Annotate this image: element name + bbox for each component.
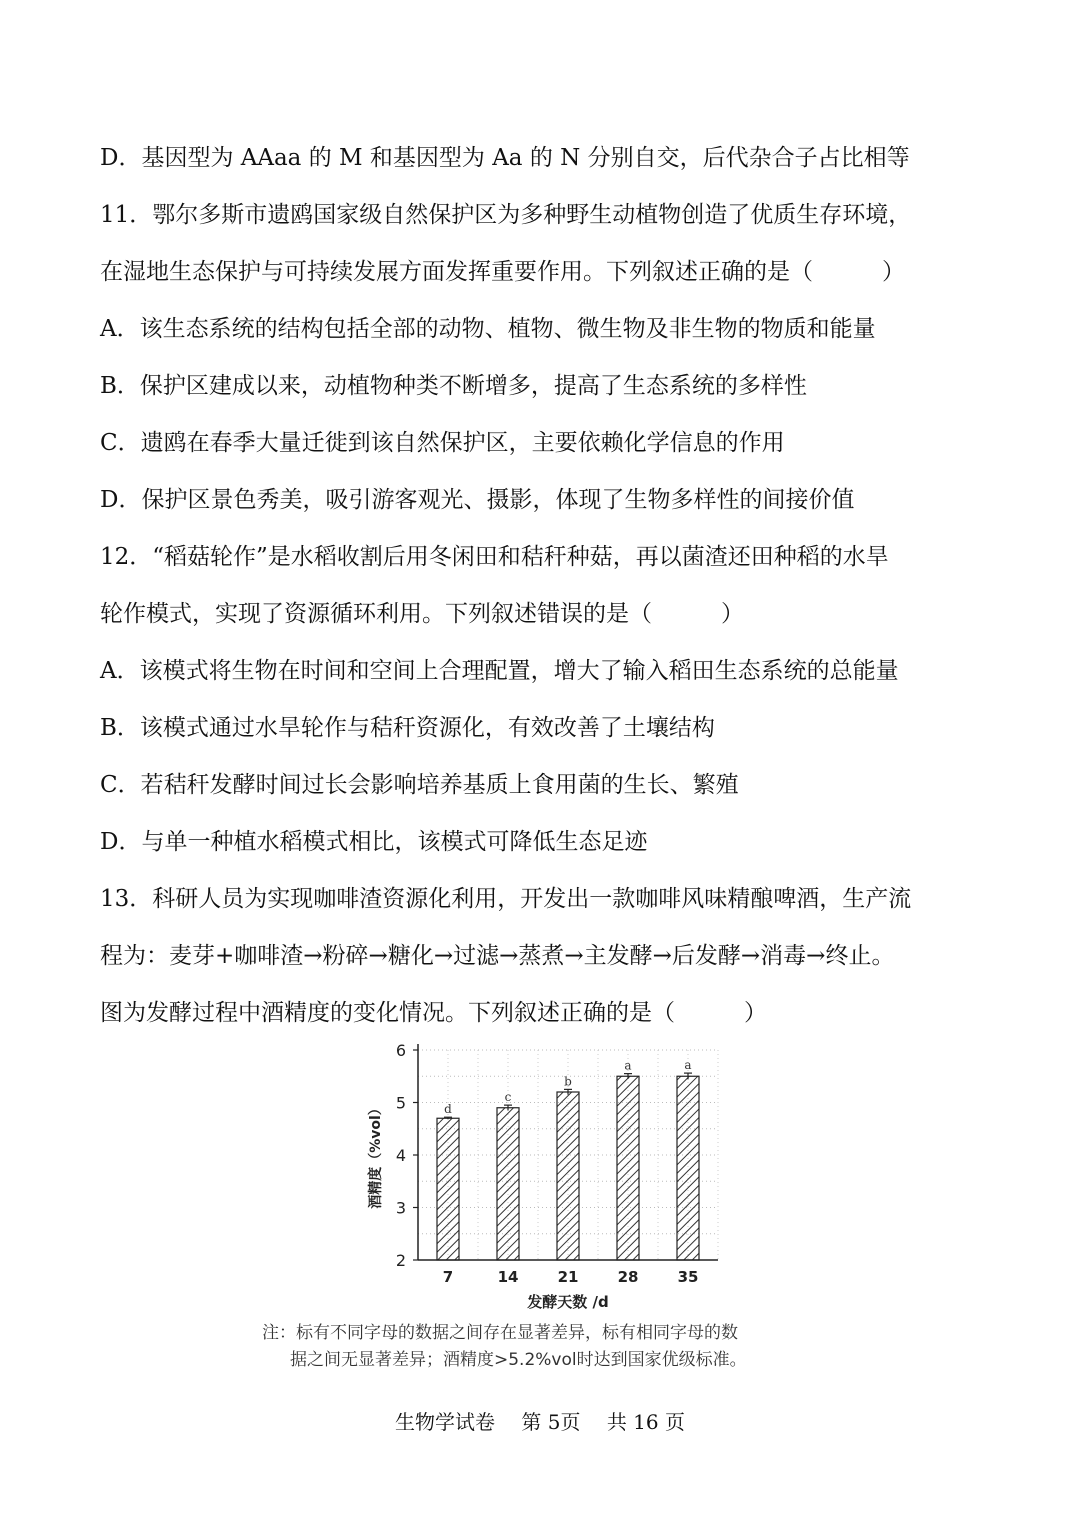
y-tick-label: 4 [395, 1146, 406, 1165]
significance-label: d [444, 1102, 452, 1117]
bar [557, 1092, 579, 1260]
footer-total-pages: 共 16 页 [606, 1410, 685, 1434]
footer-page-number: 第 5页 [521, 1410, 581, 1434]
x-tick-label: 35 [677, 1268, 699, 1286]
y-tick-label: 5 [395, 1093, 406, 1113]
option-12a: A．该模式将生物在时间和空间上合理配置，增大了输入稻田生态系统的总能量 [100, 658, 899, 684]
bar [437, 1118, 459, 1260]
x-tick-label: 14 [497, 1268, 519, 1286]
bar [497, 1108, 519, 1260]
option-12b: B．该模式通过水旱轮作与秸秆资源化，有效改善了土壤结构 [100, 715, 715, 741]
chart-note-line-1: 注：标有不同字母的数据之间存在显著差异，标有相同字母的数 [262, 1323, 738, 1343]
page-footer [0, 1408, 1080, 1436]
question-12-stem-cont: 轮作模式，实现了资源循环利用。下列叙述错误的是（ ） [100, 601, 744, 627]
alcohol-chart [350, 1033, 730, 1315]
y-axis-title: 酒精度（%vol） [368, 1101, 384, 1209]
option-12c: C．若秸秆发酵时间过长会影响培养基质上食用菌的生长、繁殖 [100, 772, 739, 798]
option-11a: A．该生态系统的结构包括全部的动物、植物、微生物及非生物的物质和能量 [100, 316, 876, 342]
footer-subject: 生物学试卷 [395, 1410, 495, 1434]
option-12d: D．与单一种植水稻模式相比，该模式可降低生态足迹 [100, 829, 648, 855]
significance-label: a [684, 1058, 692, 1073]
option-11b: B．保护区建成以来，动植物种类不断增多，提高了生态系统的多样性 [100, 373, 807, 399]
question-13-stem-cont: 图为发酵过程中酒精度的变化情况。下列叙述正确的是（ ） [100, 1000, 767, 1026]
x-axis-title: 发酵天数 /d [527, 1293, 609, 1311]
chart-svg [350, 1033, 730, 1315]
option-11c: C．遗鸥在春季大量迁徙到该自然保护区，主要依赖化学信息的作用 [100, 430, 785, 456]
bar [617, 1076, 639, 1260]
y-tick-label: 6 [395, 1041, 406, 1060]
y-tick-label: 3 [395, 1198, 406, 1218]
option-10d: D．基因型为 AAaa 的 M 和基因型为 Aa 的 N 分别自交，后代杂合子占比相等 [100, 145, 910, 171]
bar [677, 1076, 699, 1260]
option-11d: D．保护区景色秀美，吸引游客观光、摄影，体现了生物多样性的间接价值 [100, 487, 855, 513]
y-tick-label: 2 [395, 1251, 406, 1270]
x-tick-label: 7 [442, 1268, 454, 1286]
x-tick-label: 21 [557, 1268, 579, 1286]
chart-note-line-2: 据之间无显著差异；酒精度>5.2%vol时达到国家优级标准。 [290, 1350, 747, 1370]
question-13-flow: 程为：麦芽+咖啡渣→粉碎→糖化→过滤→蒸煮→主发酵→后发酵→消毒→终止。 [100, 943, 895, 969]
significance-label: a [624, 1058, 632, 1073]
question-11-stem: 11．鄂尔多斯市遗鸥国家级自然保护区为多种野生动植物创造了优质生存环境， [100, 202, 912, 228]
question-12-stem: 12．“稻菇轮作”是水稻收割后用冬闲田和秸秆种菇，再以菌渣还田种稻的水旱 [100, 544, 889, 570]
question-11-stem-cont: 在湿地生态保护与可持续发展方面发挥重要作用。下列叙述正确的是（ ） [100, 259, 905, 285]
x-tick-label: 28 [617, 1268, 639, 1286]
question-13-stem: 13．科研人员为实现咖啡渣资源化利用，开发出一款咖啡风味精酿啤酒，生产流 [100, 886, 912, 912]
significance-label: b [564, 1074, 572, 1089]
significance-label: c [504, 1090, 512, 1105]
